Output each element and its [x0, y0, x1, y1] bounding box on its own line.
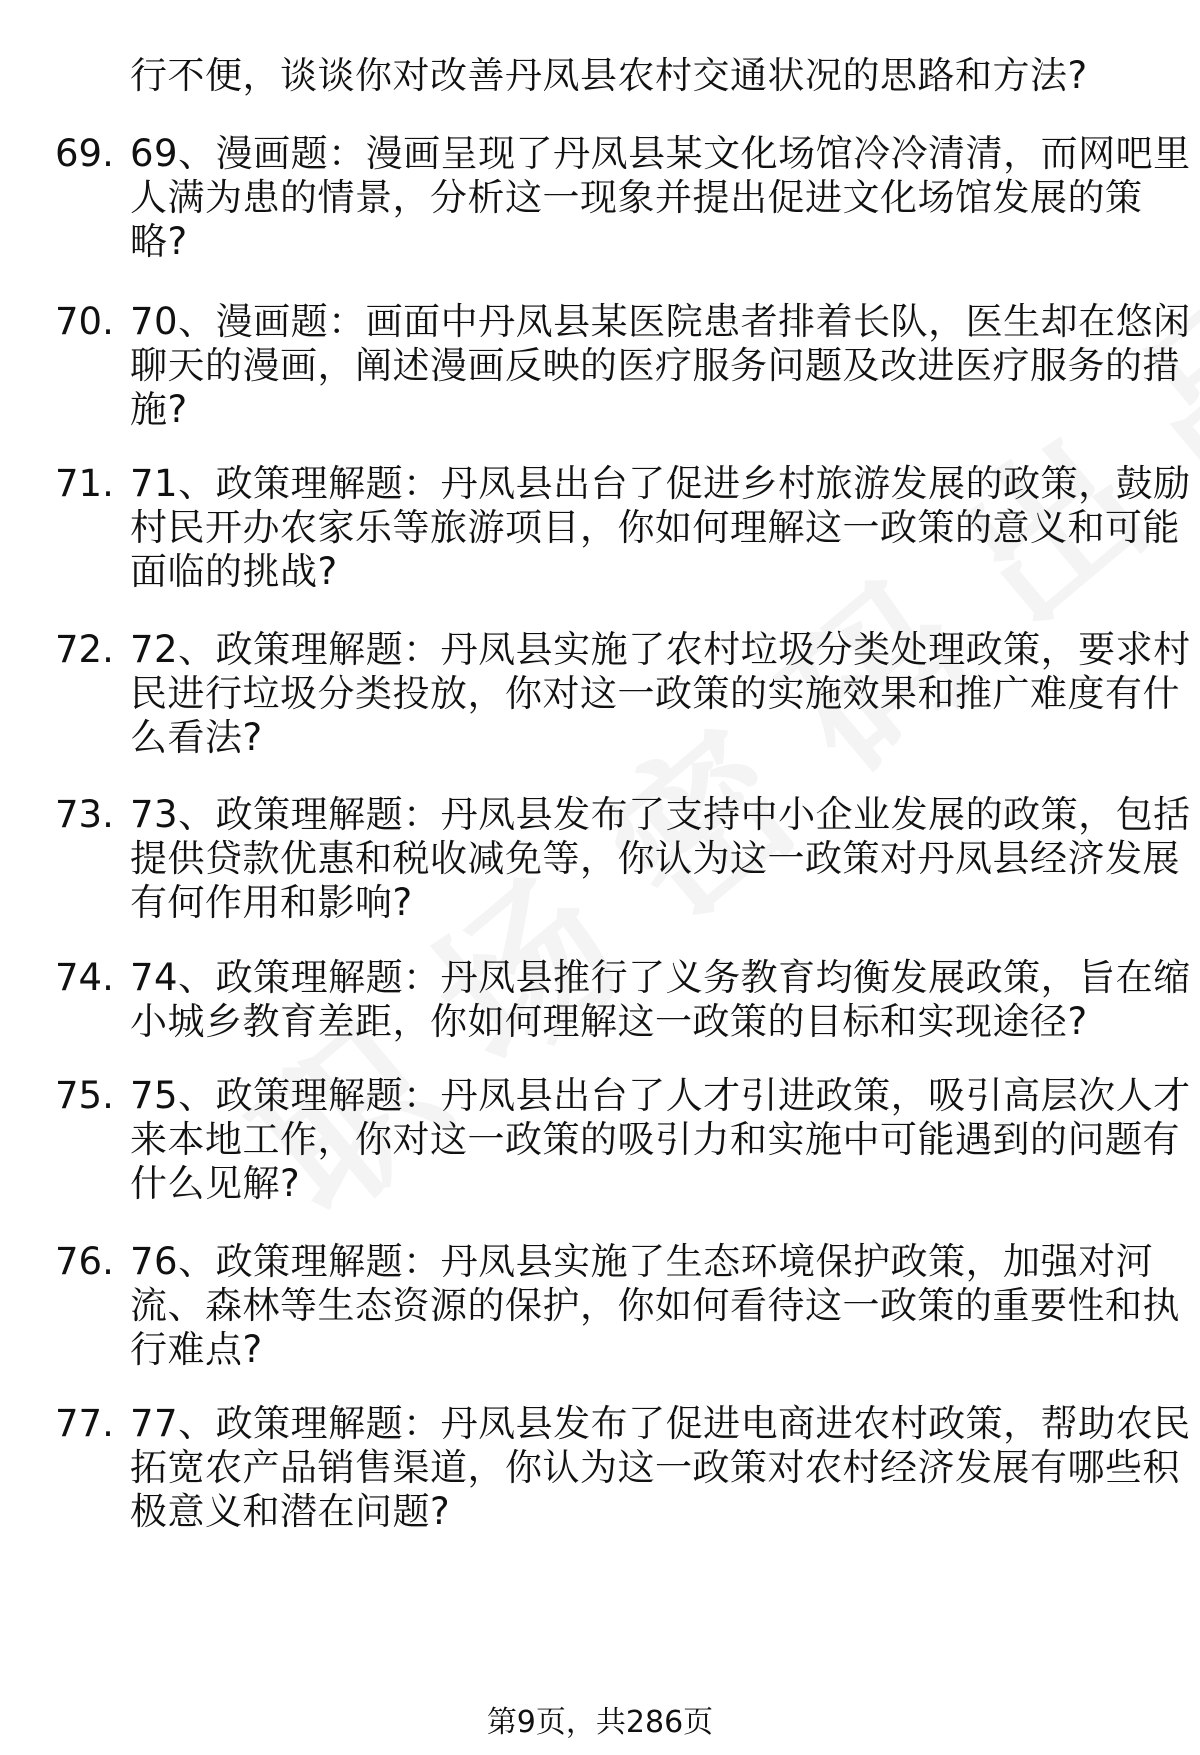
item-69-line-1: 69、漫画题：漫画呈现了丹凤县某文化场馆冷冷清清，而网吧里: [130, 132, 1191, 175]
item-70-line-1: 70、漫画题：画面中丹凤县某医院患者排着长队，医生却在悠闲: [130, 300, 1191, 343]
item-69-line-3: 略?: [130, 220, 188, 263]
item-number-70: 70.: [55, 300, 114, 343]
item-75-line-1: 75、政策理解题：丹凤县出台了人才引进政策，吸引高层次人才: [130, 1074, 1191, 1117]
item-71-line-2: 村民开办农家乐等旅游项目，你如何理解这一政策的意义和可能: [130, 506, 1180, 549]
item-73-line-2: 提供贷款优惠和税收减免等，你认为这一政策对丹凤县经济发展: [130, 837, 1180, 880]
item-number-75: 75.: [55, 1074, 114, 1117]
item-75-line-3: 什么见解?: [130, 1162, 301, 1205]
item-71-line-1: 71、政策理解题：丹凤县出台了促进乡村旅游发展的政策，鼓励: [130, 462, 1191, 505]
item-72-line-1: 72、政策理解题：丹凤县实施了农村垃圾分类处理政策，要求村: [130, 628, 1191, 671]
item-number-73: 73.: [55, 793, 114, 836]
item-72-line-2: 民进行垃圾分类投放，你对这一政策的实施效果和推广难度有什: [130, 672, 1180, 715]
item-74-line-1: 74、政策理解题：丹凤县推行了义务教育均衡发展政策，旨在缩: [130, 956, 1191, 999]
item-number-71: 71.: [55, 462, 114, 505]
item-70-line-2: 聊天的漫画，阐述漫画反映的医疗服务问题及改进医疗服务的措: [130, 344, 1180, 387]
item-76-line-1: 76、政策理解题：丹凤县实施了生态环境保护政策，加强对河: [130, 1240, 1154, 1283]
item-77-line-3: 极意义和潜在问题?: [130, 1490, 451, 1533]
item-number-76: 76.: [55, 1240, 114, 1283]
item-74-line-2: 小城乡教育差距，你如何理解这一政策的目标和实现途径?: [130, 1000, 1088, 1043]
item-number-77: 77.: [55, 1402, 114, 1445]
item-75-line-2: 来本地工作，你对这一政策的吸引力和实施中可能遇到的问题有: [130, 1118, 1180, 1161]
intro-line: 行不便，谈谈你对改善丹凤县农村交通状况的思路和方法?: [130, 54, 1088, 97]
item-70-line-3: 施?: [130, 388, 188, 431]
page-footer: 第9页，共286页: [486, 1705, 714, 1740]
item-72-line-3: 么看法?: [130, 716, 263, 759]
item-69-line-2: 人满为患的情景，分析这一现象并提出促进文化场馆发展的策: [130, 176, 1143, 219]
item-73-line-3: 有何作用和影响?: [130, 881, 413, 924]
item-number-69: 69.: [55, 132, 114, 175]
item-number-74: 74.: [55, 956, 114, 999]
item-76-line-3: 行难点?: [130, 1328, 263, 1371]
item-76-line-2: 流、森林等生态资源的保护，你如何看待这一政策的重要性和执: [130, 1284, 1180, 1327]
item-77-line-2: 拓宽农产品销售渠道，你认为这一政策对农村经济发展有哪些积: [130, 1446, 1180, 1489]
item-73-line-1: 73、政策理解题：丹凤县发布了支持中小企业发展的政策，包括: [130, 793, 1191, 836]
item-77-line-1: 77、政策理解题：丹凤县发布了促进电商进农村政策，帮助农民: [130, 1402, 1191, 1445]
item-71-line-3: 面临的挑战?: [130, 550, 338, 593]
item-number-72: 72.: [55, 628, 114, 671]
